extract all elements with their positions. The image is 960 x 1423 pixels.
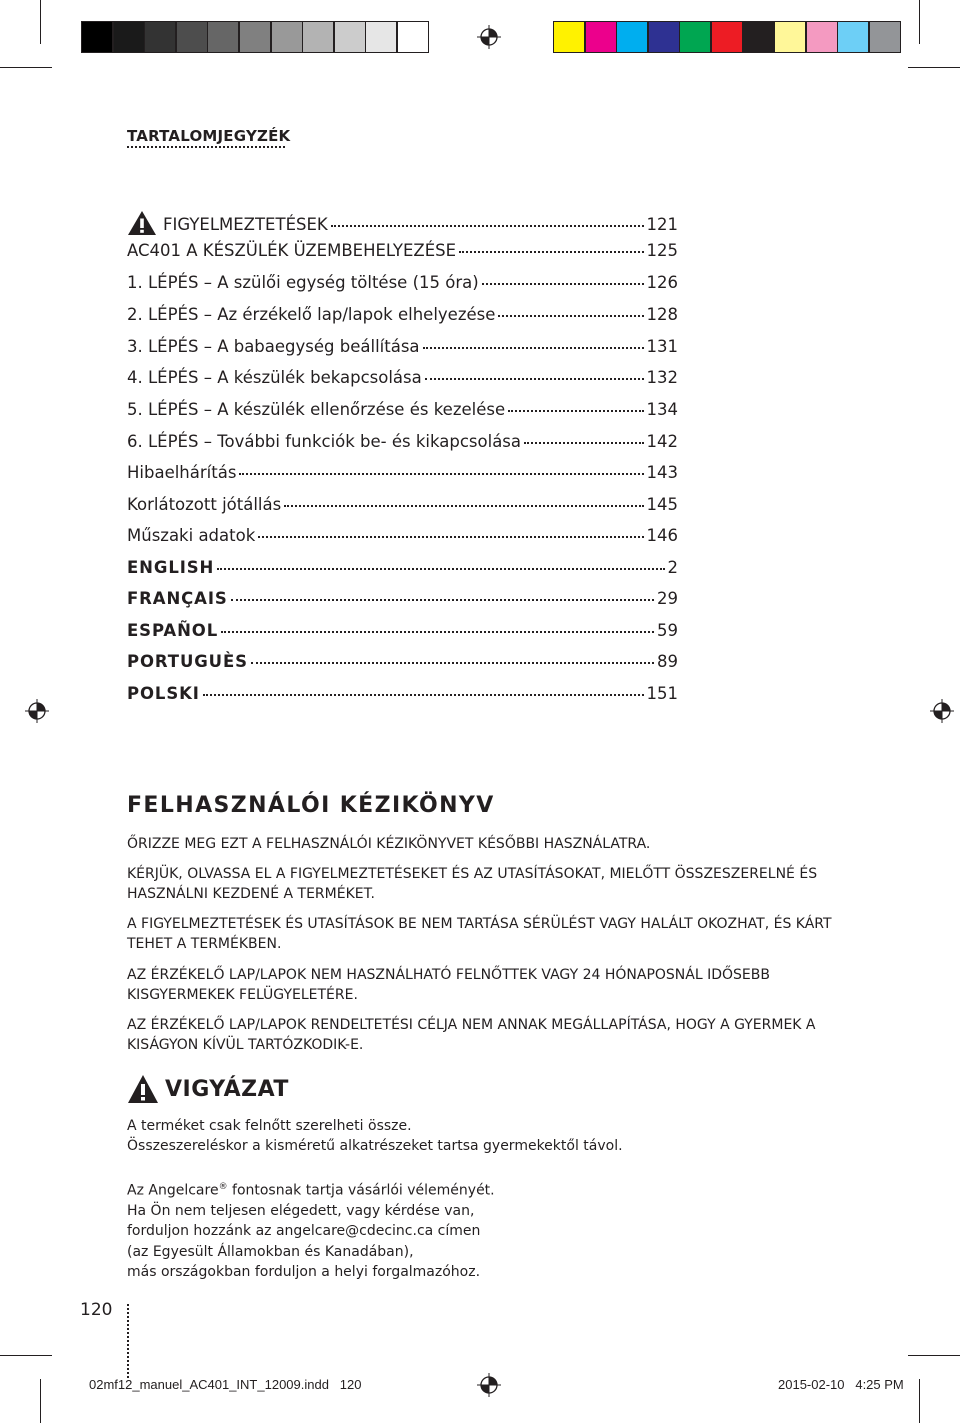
toc-page-number: 2 [667,558,678,577]
toc-leader [331,225,644,227]
warning-triangle-icon [127,210,157,236]
toc-entry[interactable] [127,652,678,672]
toc-title: TARTALOMJEGYZÉK [127,127,291,145]
toc-entry-label: POLSKI [127,684,200,703]
toc-leader [524,442,643,444]
toc-leader [423,347,644,349]
gray-swatch [144,21,176,53]
toc-entry-label: 4. LÉPÉS – A készülék bekapcsolása [127,368,422,387]
color-swatch [806,21,838,53]
toc-leader [258,536,643,538]
toc-entry-label: FRANÇAIS [127,589,228,608]
toc-leader [239,473,643,475]
toc-leader [508,410,643,412]
color-swatch [869,21,901,53]
toc-page-number: 151 [646,684,678,703]
toc-page-number: 143 [646,463,678,482]
toc-entry-label: 5. LÉPÉS – A készülék ellenőrzése és kezelése [127,400,506,419]
toc-entry[interactable] [127,495,678,515]
gray-swatch [397,21,429,53]
color-swatch [553,21,585,53]
gray-swatch [365,21,397,53]
footer-dotted-rule [127,1304,129,1378]
manual-heading: FELHASZNÁLÓI KÉZIKÖNYV [127,793,495,818]
toc-entry[interactable] [127,526,678,546]
toc-leader [221,631,654,633]
toc-leader [231,599,654,601]
toc-page-number: 121 [646,215,678,234]
toc-entry[interactable] [127,273,678,293]
gray-swatch [207,21,239,53]
caution-text: A terméket csak felnőtt szerelheti össze. Összeszereléskor a kisméretű alkatrészeket tartsa gyermekektől távol. [127,1118,623,1155]
toc-page-number: 59 [657,621,678,640]
toc-entry[interactable] [127,210,678,236]
toc-entry[interactable] [127,337,678,357]
toc-entry-label: FIGYELMEZTETÉSEK [127,210,330,236]
toc-entry-label: 2. LÉPÉS – Az érzékelő lap/lapok elhelyezése [127,305,496,324]
gray-swatch [239,21,271,53]
registration-mark-icon [477,25,501,49]
manual-paragraph: AZ ÉRZÉKELŐ LAP/LAPOK RENDELTETÉSI CÉLJA NEM ANNAK MEGÁLLAPÍTÁSA, HOGY A GYERMEK A KISÁGYON KÍVÜL TARTÓZKODIK-E. [127,1017,816,1053]
toc-page-number: 145 [646,495,678,514]
registration-mark-icon [25,699,49,723]
toc-page-number: 146 [646,526,678,545]
toc-entry[interactable] [127,400,678,420]
slug-file-name: 02mf12_manuel_AC401_INT_12009.indd 120 [89,1377,362,1392]
manual-paragraph: ŐRIZZE MEG EZT A FELHASZNÁLÓI KÉZIKÖNYVET KÉSŐBBI HASZNÁLATRA. [127,836,651,852]
gray-swatch [81,21,113,53]
toc-page-number: 125 [646,241,678,260]
gray-swatch [334,21,366,53]
toc-entry-label: Műszaki adatok [127,526,256,545]
toc-leader [482,283,644,285]
toc-entry[interactable] [127,463,678,483]
toc-page-number: 89 [657,652,678,671]
page-number: 120 [80,1300,113,1320]
toc-entry-label: AC401 A KÉSZÜLÉK ÜZEMBEHELYEZÉSE [127,241,457,260]
registered-mark: ® [218,1182,228,1192]
toc-entry[interactable] [127,558,678,578]
toc-title-underline [127,146,285,148]
toc-entry[interactable] [127,305,678,325]
toc-entry-label: Hibaelhárítás [127,463,237,482]
color-swatch [774,21,806,53]
contact-text: Az Angelcare® fontosnak tartja vásárlói véleményét. Ha Ön nem teljesen elégedett, vagy kérdése van, forduljon hozzánk az angelcare@cdecinc.ca címen (az Egyesült Államokban és Kanadában), más országokban forduljon a helyi forgalmazóhoz. [127,1182,495,1280]
toc-entry[interactable] [127,368,678,388]
toc-page-number: 29 [657,589,678,608]
color-swatch [679,21,711,53]
toc-entry-label: PORTUGUÈS [127,652,248,671]
toc-leader [203,694,644,696]
color-swatch [648,21,680,53]
toc-page-number: 126 [646,273,678,292]
toc-page-number: 128 [646,305,678,324]
toc-page-number: 131 [646,337,678,356]
manual-paragraph: A FIGYELMEZTETÉSEK ÉS UTASÍTÁSOK BE NEM TARTÁSA SÉRÜLÉST VAGY HALÁLT OKOZHAT, ÉS KÁRT TEHET A TERMÉKBEN. [127,916,832,952]
toc-leader [251,662,654,664]
toc-entry-label: 1. LÉPÉS – A szülői egység töltése (15 óra) [127,273,479,292]
toc-page-number: 132 [646,368,678,387]
toc-leader [425,378,644,380]
toc-entry-label: 6. LÉPÉS – További funkciók be- és kikapcsolása [127,432,522,451]
color-swatch [616,21,648,53]
toc-leader [498,315,643,317]
slug-timestamp: 2015-02-10 4:25 PM [778,1377,904,1392]
toc-entry[interactable] [127,621,678,641]
toc-leader [284,505,643,507]
gray-swatch [113,21,145,53]
toc-leader [459,251,643,253]
registration-mark-icon [930,699,954,723]
toc-leader [217,568,664,570]
toc-entry-label: ENGLISH [127,558,215,577]
gray-swatch [302,21,334,53]
toc-entry-label: ESPAÑOL [127,621,219,640]
gray-swatch [271,21,303,53]
toc-entry[interactable] [127,241,678,261]
color-swatch [711,21,743,53]
toc-entry[interactable] [127,589,678,609]
color-swatch [837,21,869,53]
color-swatch [585,21,617,53]
toc-entry[interactable] [127,432,678,452]
manual-paragraph: KÉRJÜK, OLVASSA EL A FIGYELMEZTETÉSEKET ÉS AZ UTASÍTÁSOKAT, MIELŐTT ÖSSZESZERELNÉ ÉS HASZNÁLNI KEZDENÉ A TERMÉKET. [127,866,818,902]
registration-mark-icon [477,1373,501,1397]
toc-entry-label: Korlátozott jótállás [127,495,282,514]
toc-entry[interactable] [127,684,678,704]
toc-entry-label: 3. LÉPÉS – A babaegység beállítása [127,337,420,356]
toc-page-number: 134 [646,400,678,419]
warning-triangle-icon [127,1074,159,1104]
gray-swatch [176,21,208,53]
caution-heading: VIGYÁZAT [127,1074,289,1104]
color-swatch [743,21,775,53]
toc-page-number: 142 [646,432,678,451]
manual-paragraph: AZ ÉRZÉKELŐ LAP/LAPOK NEM HASZNÁLHATÓ FELNŐTTEK VAGY 24 HÓNAPOSNÁL IDŐSEBB KISGYERMEKEK FELÜGYELETÉRE. [127,967,770,1003]
